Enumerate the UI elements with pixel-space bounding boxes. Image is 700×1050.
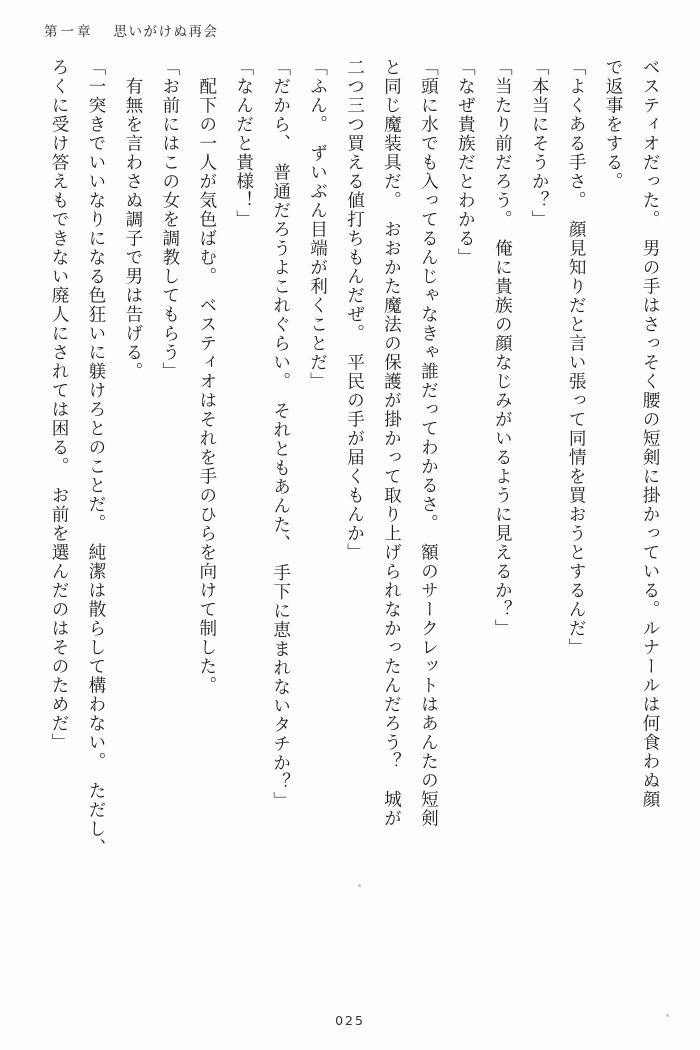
text-line: 「お前にはこの女を調教してもらう」 — [159, 58, 180, 381]
page-number: 025 — [335, 1013, 365, 1028]
text-line: 「当たり前だろう。 俺に貴族の顔なじみがいるように見えるか？」 — [492, 58, 513, 639]
text-line: で返事をする。 — [603, 58, 624, 191]
text-line: 配下の一人が気色ばむ。 ベスティオはそれを手のひらを向けて制した。 — [196, 58, 217, 696]
text-line: 「一突きでいいなりになる色狂いに躾けろとのことだ。 純潔は散らして構わない。 ただし、 — [85, 58, 106, 858]
text-line: 「頭に水でも入ってるんじゃなきゃ誰だってわかるさ。 額のサークレットはあんたの短剣 — [418, 58, 439, 829]
chapter-number: 第一章 — [44, 24, 94, 40]
body-text-area — [38, 58, 666, 988]
text-line: ろくに受け答えもできない廃人にされては困る。 お前を選んだのはそのためだ」 — [49, 58, 69, 753]
text-line: 「なんだと貴様！」 — [233, 58, 254, 229]
text-line: 二つ三つ買える値打ちもんだぜ。 平民の手が届くもんか」 — [344, 58, 365, 563]
text-line: 「なぜ貴族だとわかる」 — [455, 58, 476, 267]
text-line: と同じ魔装具だ。 おおかた魔法の保護が掛かって取り上げられなかったんだろう？ 城が — [381, 58, 402, 829]
chapter-title: 思いがけぬ再会 — [113, 24, 219, 40]
text-line: 有無を言わさぬ調子で男は告げる。 — [122, 58, 143, 381]
text-line: 「だから、 普通だろうよこれぐらい。 それともあんた、 手下に恵まれないタチか？」 — [270, 58, 291, 811]
text-line: ベスティオだった。 男の手はさっそく腰の短剣に掛かっている。ルナールは何食わぬ顔 — [640, 58, 660, 810]
text-line: 「よくある手さ。 顔見知りだと言い張って同情を買おうとするんだ」 — [566, 58, 587, 658]
vertical-text-block — [38, 58, 666, 988]
text-line: 「本当にそうか？」 — [529, 58, 550, 229]
scan-speck — [358, 884, 361, 887]
text-line: 「ふん。 ずいぶん目端が利くことだ」 — [307, 58, 328, 392]
running-head — [44, 20, 219, 40]
